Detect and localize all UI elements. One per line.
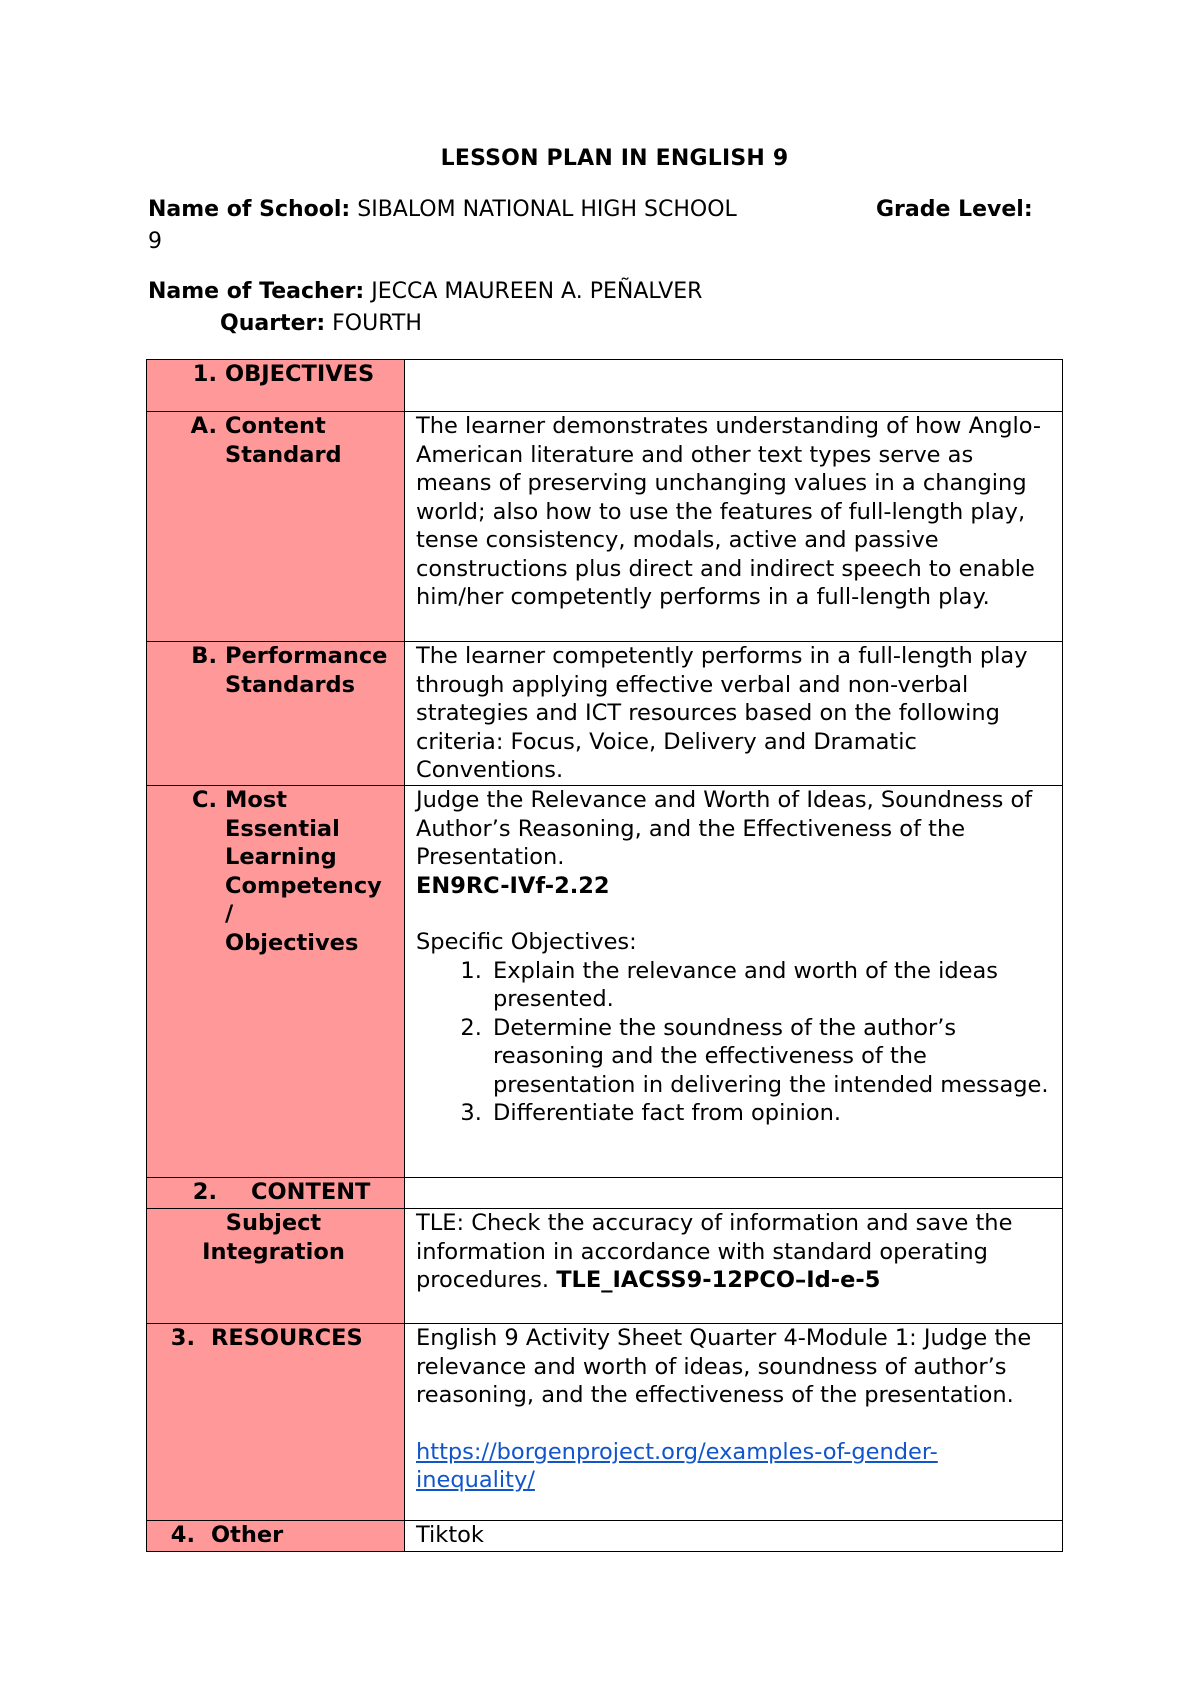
cell-competency: [405, 786, 1063, 1178]
label-content-standard: A. Content Standard: [147, 412, 405, 642]
row-content: [147, 1178, 1063, 1209]
document-title: LESSON PLAN IN ENGLISH 9: [440, 146, 789, 171]
list-item: 3. Differentiate fact from opinion.: [489, 1099, 1054, 1128]
cell-resources: [405, 1324, 1063, 1521]
label-other: 4. Other: [147, 1521, 405, 1552]
label-performance-standards: B. Performance Standards: [147, 642, 405, 786]
teacher-label: Name of Teacher:: [148, 279, 365, 304]
cell-performance-standards: The learner competently performs in a full-length play through applying effective verbal and non-verbal strategies and ICT resources based on the following criteria: Focus, Voice, Delivery and Dramatic Conventions.: [405, 642, 1063, 786]
grade-level-value: 9: [148, 229, 162, 254]
school-line: [148, 194, 737, 226]
label-resources: 3. RESOURCES: [147, 1324, 405, 1521]
teacher-line: [148, 276, 702, 308]
quarter-line: [220, 308, 422, 340]
subject-integration-code: TLE_IACSS9-12PCO–Id-e-5: [556, 1267, 881, 1293]
teacher-value: JECCA MAUREEN A. PEÑALVER: [371, 279, 703, 304]
label-objectives: 1. OBJECTIVES: [147, 360, 405, 412]
label-content: 2. CONTENT: [147, 1178, 405, 1209]
grade-level-label: Grade Level:: [876, 197, 1033, 222]
row-other: [147, 1521, 1063, 1552]
specific-objectives-heading: Specific Objectives:: [416, 929, 637, 955]
cell-content-standard: The learner demonstrates understanding of how Anglo-American literature and other text types serve as means of preserving unchanging values in a changing world; also how to use the features of full-length play, tense consistency, modals, active and passive constructions plus direct and indirect speech to enable him/her competently performs in a full-length play.: [405, 412, 1063, 642]
school-value: SIBALOM NATIONAL HIGH SCHOOL: [357, 197, 737, 222]
row-competency: [147, 786, 1063, 1178]
quarter-value: FOURTH: [332, 311, 422, 336]
row-content-standard: [147, 412, 1063, 642]
school-label: Name of School:: [148, 197, 351, 222]
row-resources: [147, 1324, 1063, 1521]
cell-objectives: [405, 360, 1063, 412]
quarter-label: Quarter:: [220, 311, 326, 336]
row-performance-standards: [147, 642, 1063, 786]
competency-code: EN9RC-IVf-2.22: [416, 872, 610, 899]
resource-link[interactable]: https://borgenproject.org/examples-of-gender-inequality/: [416, 1438, 938, 1493]
cell-content: [405, 1178, 1063, 1209]
label-subject-integration: Subject Integration: [147, 1209, 405, 1324]
cell-subject-integration: [405, 1209, 1063, 1324]
list-item: 1. Explain the relevance and worth of the ideas presented.: [489, 957, 1054, 1014]
cell-other: Tiktok: [405, 1521, 1063, 1552]
resources-text: English 9 Activity Sheet Quarter 4-Module 1: Judge the relevance and worth of ideas, soundness of author’s reasoning, and the effectiveness of the presentation.: [416, 1325, 1032, 1408]
list-item: 2. Determine the soundness of the author’s reasoning and the effectiveness of the presentation in delivering the intended message.: [489, 1014, 1054, 1100]
row-subject-integration: [147, 1209, 1063, 1324]
label-competency: C. Most Essential Learning Competency / Objectives: [147, 786, 405, 1178]
specific-objectives-list: [416, 957, 1054, 1128]
row-objectives: [147, 360, 1063, 412]
subject-integration-text: TLE: Check the accuracy of information and save the information in accordance with standard operating procedures.: [416, 1210, 1013, 1293]
lesson-plan-table: [146, 359, 1063, 1552]
competency-text: Judge the Relevance and Worth of Ideas, Soundness of Author’s Reasoning, and the Effectiveness of the Presentation.: [416, 787, 1033, 870]
